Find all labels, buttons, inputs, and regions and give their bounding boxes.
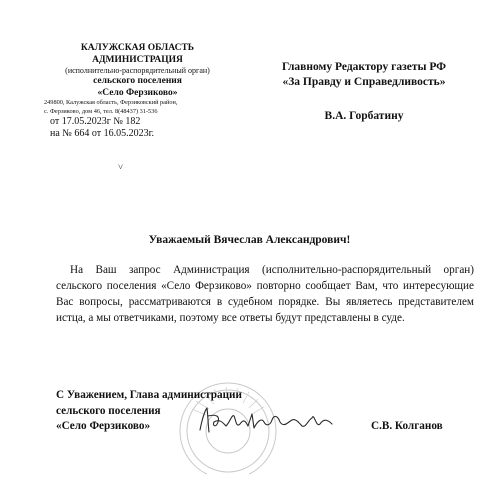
recipient-line2: «За Правду и Справедливость» (282, 75, 446, 88)
recipient-line1: Главному Редактору газеты РФ (281, 61, 447, 73)
margin-mark: ˅ (118, 162, 124, 172)
sender-org: АДМИНИСТРАЦИЯ (92, 54, 183, 65)
body-paragraph: На Ваш запрос Администрация (исполнительно-распорядительный орган) сельского поселения «Село Ферзиково» повторно сообщает Вам, что интересующие Вас вопросы, рассматриваются в судебном порядке. Вы являетесь представителем истца, а мы ответчиками, поэтому все ответы будут представлены в суде. (56, 264, 474, 324)
sender-settlement: сельского поселения (93, 76, 182, 86)
outgoing-number: от 17.05.2023г № 182 (50, 116, 141, 128)
letter-body (56, 262, 474, 326)
sender-region: КАЛУЖСКАЯ ОБЛАСТЬ (80, 43, 195, 53)
sender-org-type: (исполнительно-распорядительный орган) (65, 66, 210, 75)
sender-address-line1: 249800, Калужская область, Ферзиковский район, (44, 99, 178, 106)
incoming-number: на № 664 от 16.05.2023г. (50, 127, 155, 139)
signature-line2: сельского поселения (56, 404, 161, 417)
signature-line3: «Село Ферзиково» (56, 420, 151, 432)
sender-village: «Село Ферзиково» (97, 87, 178, 98)
sender-address-line2: с. Ферзиково, дом 46, тел. 8(48437) 31-536 (44, 107, 158, 115)
recipient-header (254, 60, 474, 124)
signature-block (56, 388, 242, 435)
signature-line1: С Уважением, Глава администрации (56, 389, 242, 401)
recipient-name: В.А. Горбатину (324, 110, 404, 122)
greeting: Уважаемый Вячеслав Александрович! (148, 234, 351, 246)
signer-name: С.В. Колганов (371, 420, 443, 432)
sender-header (40, 43, 235, 139)
